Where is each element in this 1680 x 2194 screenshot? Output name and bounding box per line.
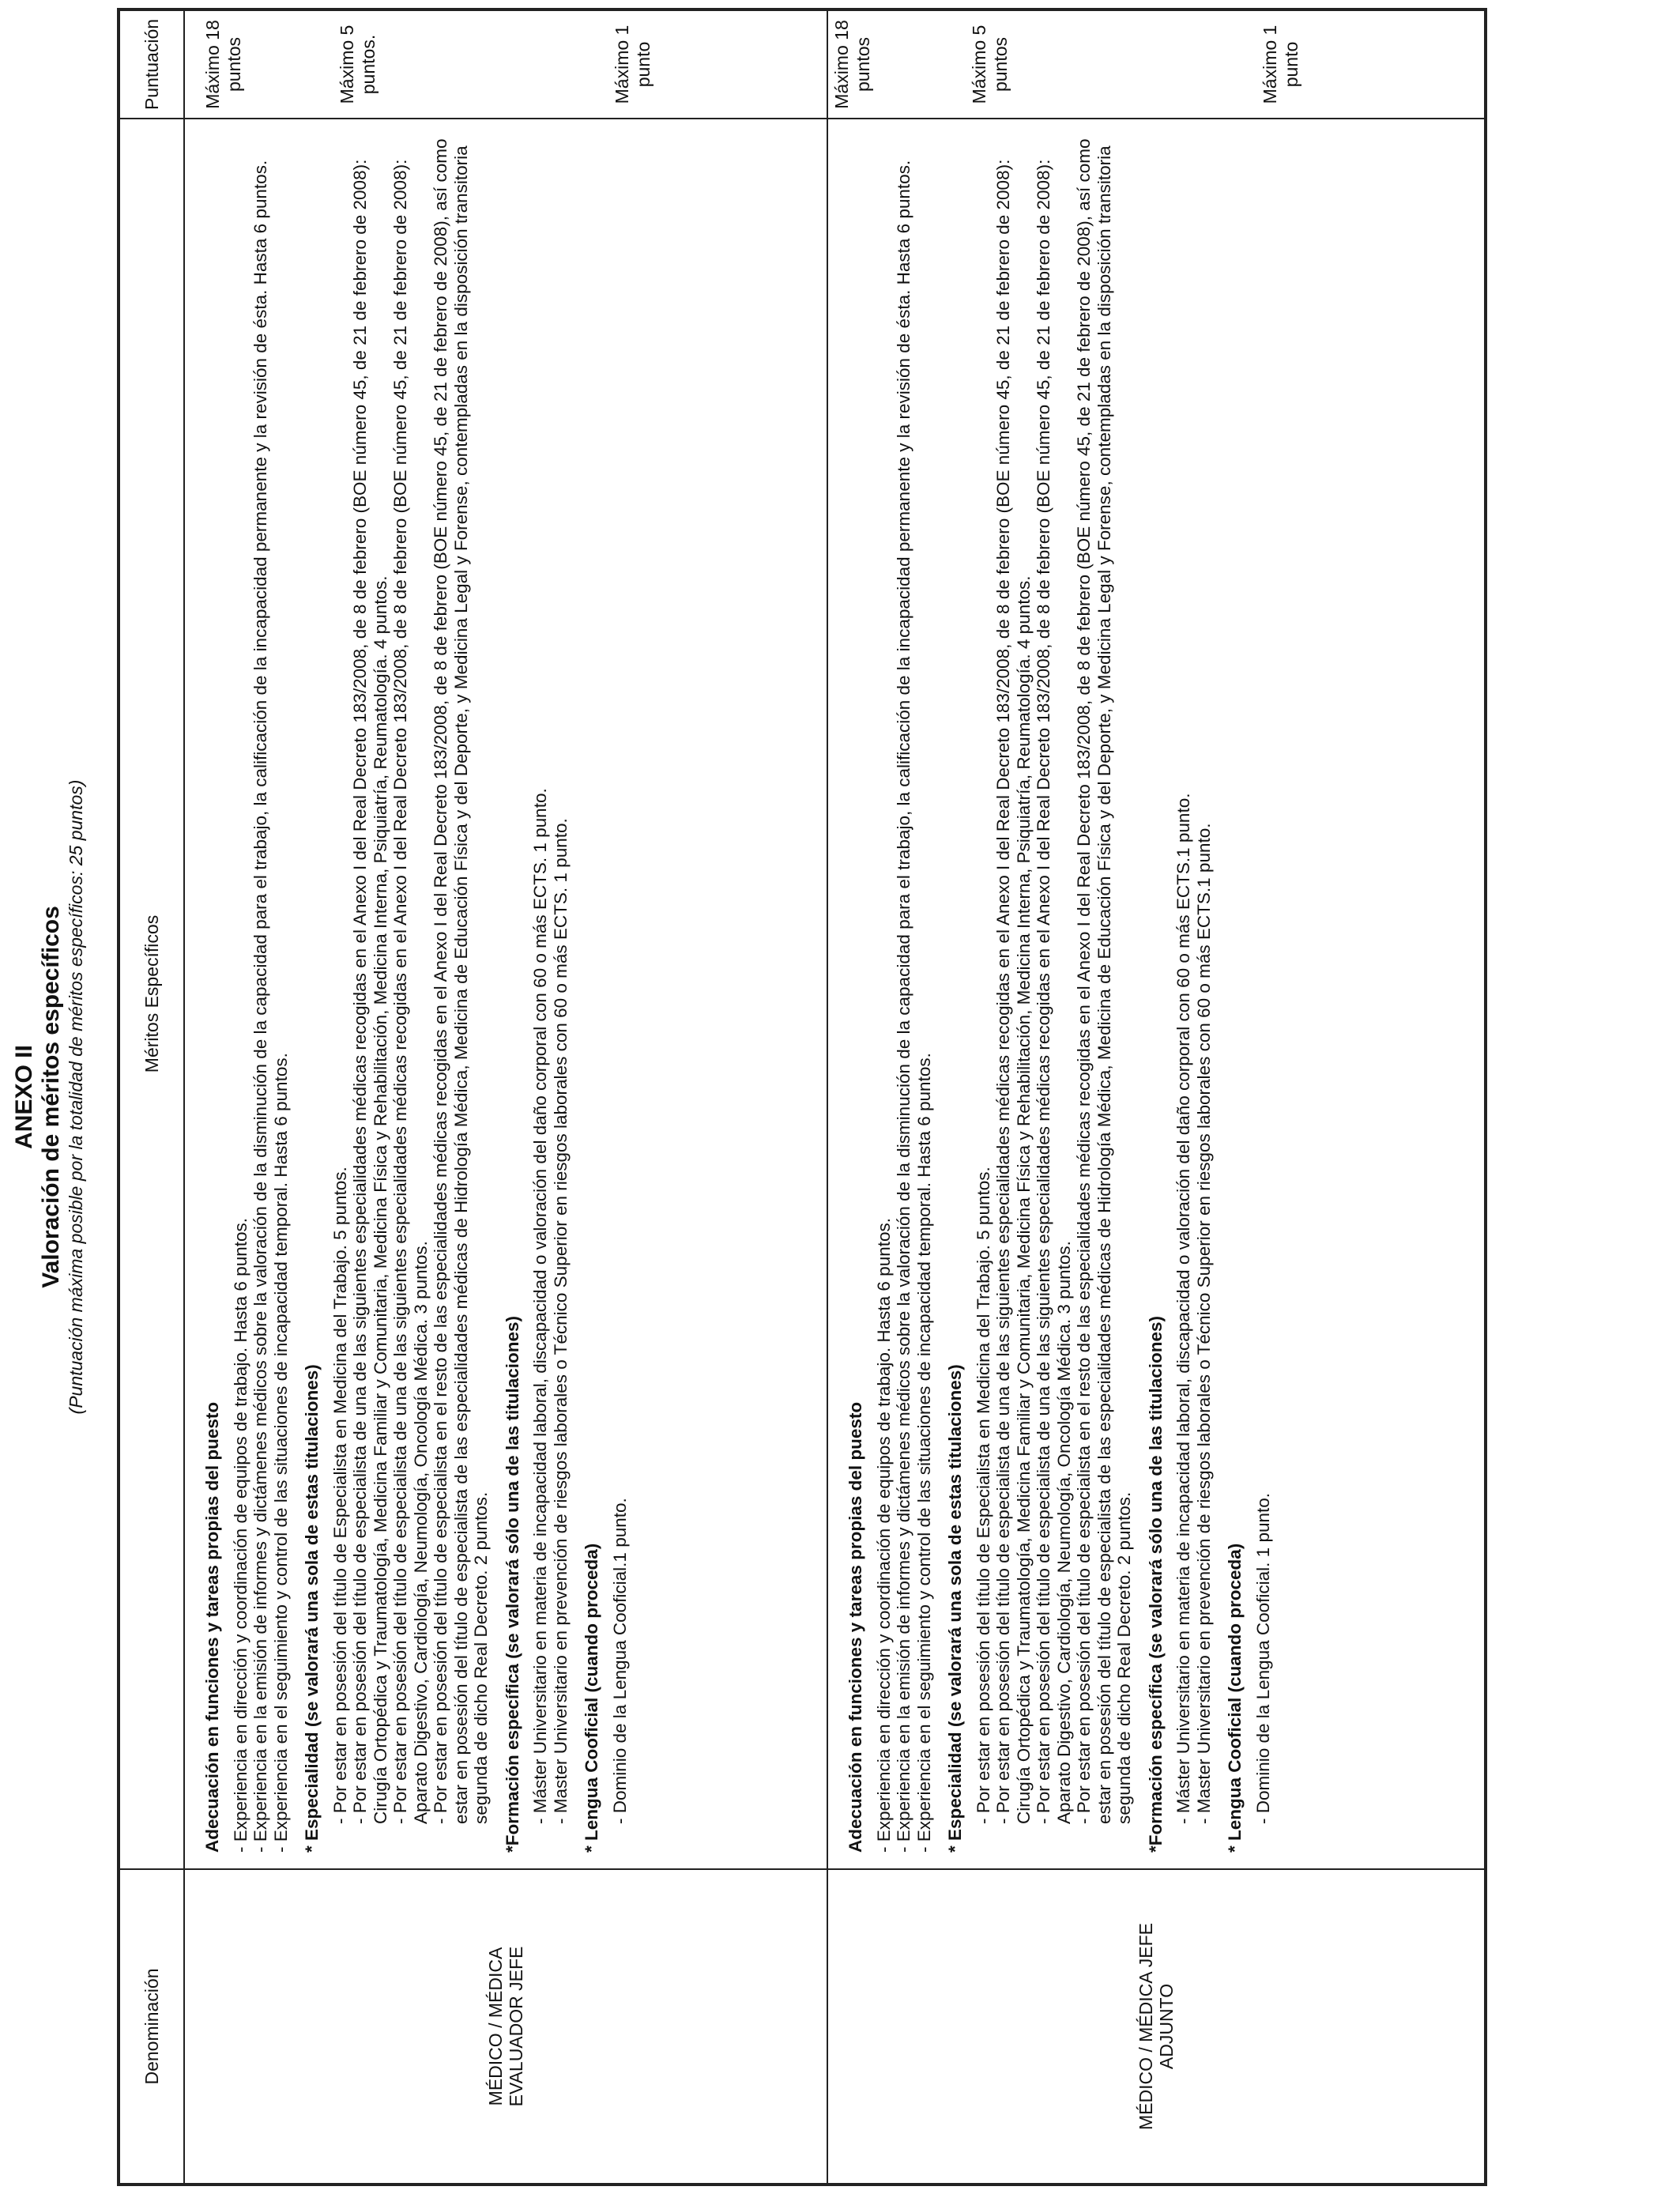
row-1-section-formacion: *Formación específica (se valorará sólo una de las titulaciones) <box>502 1316 522 1853</box>
row-2-puntuacion <box>828 11 1484 118</box>
row-1-item: - Por estar en posesión del título de especialista de una de las siguientes especialidades médicas recogidas en el Anexo I del Real Decreto 183/2008, de 8 de febrero (BOE número 45, de 21 de febrero de 2008): Aparato Digestivo, Cardiología, Neumología, Oncología Médica. 3 puntos. <box>390 159 431 1824</box>
row-1-denominacion <box>185 1868 828 2183</box>
merits-table <box>117 8 1487 2186</box>
annex-title: ANEXO II <box>11 1045 37 1149</box>
row-2-item: - Por estar en posesión del título de especialista en el resto de las especialidades médicas recogidas en el Anexo I del Real Decreto 183/2008, de 8 de febrero (BOE número 45, de 21 de febrero de 2008), así como estar en posesión del título de especialista de las especialidades médicas de Hidrología Médica, Medicina de Educación Física y del Deporte, y Medicina Legal y Forense, contempladas en la disposición transitoria segunda de dicho Real Decreto. 2 puntos. <box>1074 138 1134 1824</box>
row-2-section-funciones: Adecuación en funciones y tareas propias del puesto <box>846 1401 865 1853</box>
row-1-item: - Experiencia en el seguimiento y control de las situaciones de incapacidad temporal. Hasta 6 puntos. <box>270 1053 291 1853</box>
row-2-item: - Dominio de la Lengua Cooficial. 1 punto. <box>1252 1492 1273 1824</box>
row-1-points-especialidad: Máximo 5 puntos. <box>337 25 379 104</box>
row-1-section-especialidad: * Especialidad (se valorará una sola de estas titulaciones) <box>302 1364 322 1853</box>
row-1-puntuacion <box>185 11 828 118</box>
row-2-points-formacion: Máximo 1 punto <box>1260 25 1301 104</box>
row-1-item: - Master Universitario en prevención de riesgos laborales o Técnico Superior en riesgos laborales con 60 o más ECTS. 1 punto. <box>550 818 571 1824</box>
row-2-section-lengua: * Lengua Cooficial (cuando proceda) <box>1225 1543 1245 1853</box>
row-1-item: - Experiencia en la emisión de informes y dictámenes médicos sobre la valoración de la disminución de la capacidad para el trabajo, la calificación de la incapacidad permanente y la revisión de ésta. Hasta 6 puntos. <box>250 160 270 1853</box>
row-2-item: - Por estar en posesión del título de especialista de una de las siguientes especialidades médicas recogidas en el Anexo I del Real Decreto 183/2008, de 8 de febrero (BOE número 45, de 21 de febrero de 2008): Cirugía Ortopédica y Traumatología, Medicina Familiar y Comunitaria, Medicina Física y Rehabilitación, Medicina Interna, Psiquiatría, Reumatología. 4 puntos. <box>993 159 1034 1824</box>
row-2-section-formacion: *Formación específica (se valorará sólo una de las titulaciones) <box>1145 1316 1166 1853</box>
row-2-denominacion-text: MÉDICO / MÉDICA JEFE ADJUNTO <box>1136 1923 1177 2130</box>
header-meritos: Méritos Específicos <box>120 118 185 1868</box>
annex-note: (Puntuación máxima posible por la totalidad de méritos específicos: 25 puntos) <box>66 779 86 1415</box>
row-1-item: - Por estar en posesión del título de Especialista en Medicina del Trabajo. 5 puntos. <box>330 1167 350 1824</box>
row-2-item: - Experiencia en el seguimiento y control de las situaciones de incapacidad temporal. Hasta 6 puntos. <box>913 1053 934 1853</box>
header-denominacion: Denominación <box>120 1868 185 2183</box>
row-2-item: - Máster Universitario en materia de incapacidad laboral, discapacidad o valoración del daño corporal con 60 o más ECTS.1 punto. <box>1173 793 1193 1824</box>
row-1-section-lengua: * Lengua Cooficial (cuando proceda) <box>582 1543 601 1853</box>
row-1-section-funciones: Adecuación en funciones y tareas propias del puesto <box>202 1401 222 1853</box>
row-1-item: - Dominio de la Lengua Cooficial.1 punto. <box>609 1498 630 1824</box>
row-2-item: - Experiencia en dirección y coordinación de equipos de trabajo. Hasta 6 puntos. <box>873 1218 894 1853</box>
row-1-denominacion-text: MÉDICO / MÉDICA EVALUADOR JEFE <box>485 1946 526 2107</box>
row-2-item: - Por estar en posesión del título de Especialista en Medicina del Trabajo. 5 puntos. <box>973 1167 993 1824</box>
row-2-item: - Experiencia en la emisión de informes y dictámenes médicos sobre la valoración de la disminución de la capacidad para el trabajo, la calificación de la incapacidad permanente y la revisión de ésta. Hasta 6 puntos. <box>894 160 913 1853</box>
row-2-item: - Master Universitario en prevención de riesgos laborales o Técnico Superior en riesgos laborales con 60 o más ECTS.1 punto. <box>1193 823 1214 1824</box>
row-2-section-especialidad: * Especialidad (se valorará una sola de estas titulaciones) <box>945 1364 965 1853</box>
row-1-item: - Máster Universitario en materia de incapacidad laboral, discapacidad o valoración del daño corporal con 60 o más ECTS. 1 punto. <box>530 788 550 1824</box>
row-1-item: - Experiencia en dirección y coordinación de equipos de trabajo. Hasta 6 puntos. <box>230 1218 250 1853</box>
row-2-points-funciones: Máximo 18 puntos <box>831 20 873 109</box>
row-2-meritos <box>828 118 1484 1868</box>
row-2-denominacion <box>828 1868 1484 2183</box>
row-1-item: - Por estar en posesión del título de especialista en el resto de las especialidades médicas recogidas en el Anexo I del Real Decreto 183/2008, de 8 de febrero (BOE número 45, de 21 de febrero de 2008), así como estar en posesión del título de especialista de las especialidades médicas de Hidrología Médica, Medicina de Educación Física y del Deporte, y Medicina Legal y Forense, contempladas en la disposición transitoria segunda de dicho Real Decreto. 2 puntos. <box>431 138 491 1824</box>
row-2-points-especialidad: Máximo 5 puntos <box>969 25 1011 104</box>
row-1-meritos <box>185 118 828 1868</box>
annex-subtitle: Valoración de méritos específicos <box>38 906 64 1288</box>
row-1-points-funciones: Máximo 18 puntos <box>202 20 244 109</box>
row-1-points-formacion: Máximo 1 punto <box>612 25 654 104</box>
document-heading <box>11 0 87 2194</box>
row-2-item: - Por estar en posesión del título de especialista de una de las siguientes especialidades médicas recogidas en el Anexo I del Real Decreto 183/2008, de 8 de febrero (BOE número 45, de 21 de febrero de 2008): Aparato Digestivo, Cardiología, Neumología, Oncología Médica. 3 puntos. <box>1034 159 1074 1824</box>
row-1-item: - Por estar en posesión del título de especialista de una de las siguientes especialidades médicas recogidas en el Anexo I del Real Decreto 183/2008, de 8 de febrero (BOE número 45, de 21 de febrero de 2008): Cirugía Ortopédica y Traumatología, Medicina Familiar y Comunitaria, Medicina Física y Rehabilitación, Medicina Interna, Psiquiatría, Reumatología. 4 puntos. <box>350 159 390 1824</box>
header-puntuacion: Puntuación <box>120 11 185 118</box>
